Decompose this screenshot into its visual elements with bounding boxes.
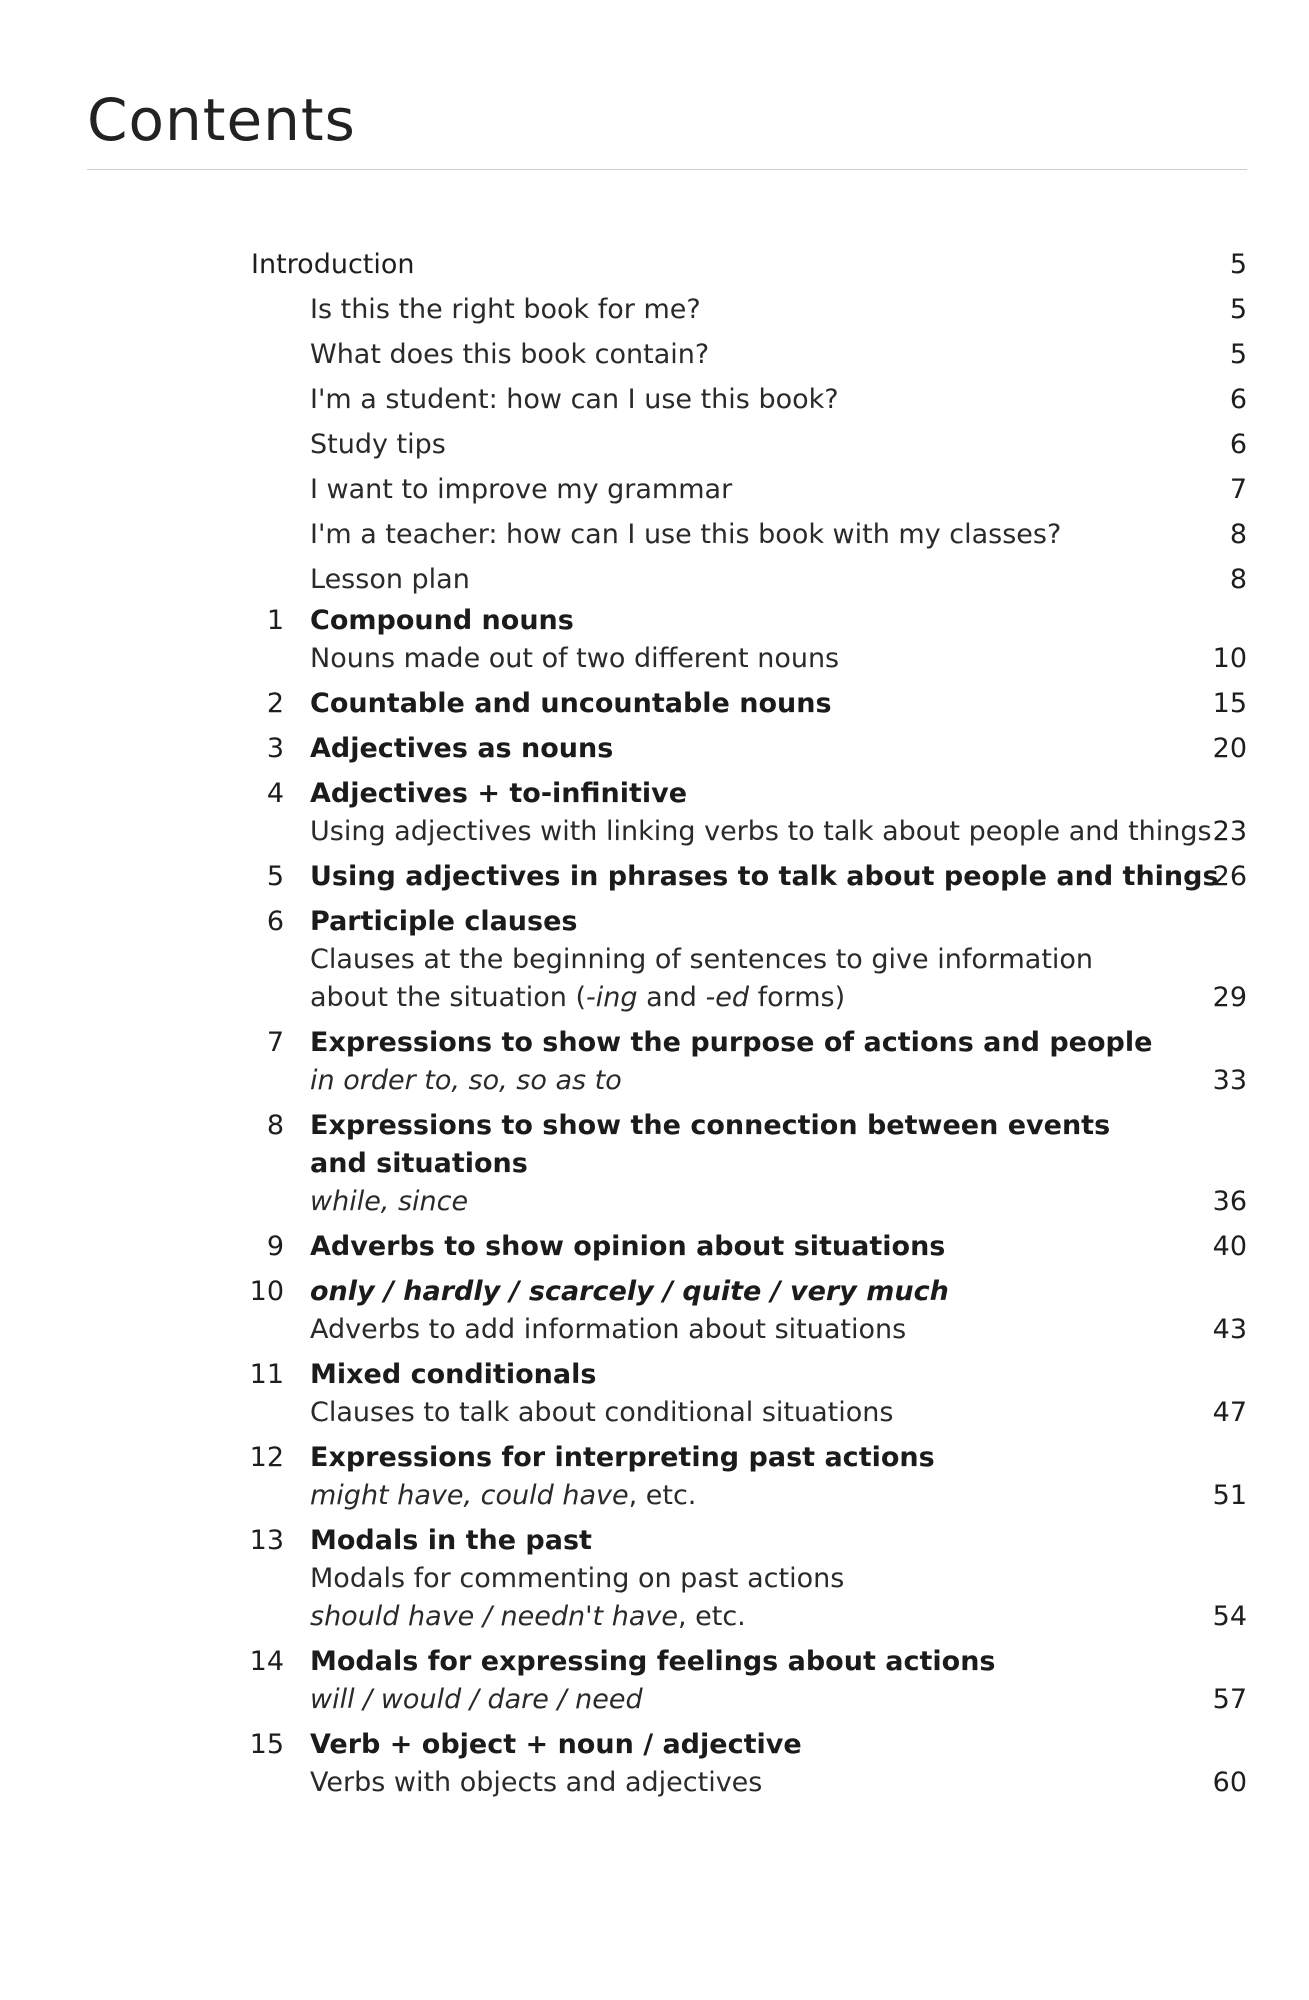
page-number: 36 [1212, 1186, 1247, 1217]
toc-unit-12 [0, 1439, 1309, 1515]
unit-description: should have / needn't have, etc. [310, 1601, 746, 1632]
unit-title: Mixed conditionals [310, 1359, 597, 1390]
unit-number: 10 [249, 1276, 284, 1307]
unit-number: 9 [266, 1231, 284, 1262]
page-number: 23 [1212, 816, 1247, 847]
toc-unit-14 [0, 1643, 1309, 1719]
toc-intro-item [0, 557, 1309, 602]
page-number: 6 [1229, 429, 1247, 460]
unit-title: Verb + object + noun / adjective [310, 1729, 802, 1760]
page-number: 20 [1212, 733, 1247, 764]
unit-description: while, since [310, 1186, 469, 1217]
unit-title: Using adjectives in phrases to talk about people and things [310, 861, 1219, 892]
toc-unit-8 [0, 1107, 1309, 1221]
unit-description: in order to, so, so as to [310, 1065, 622, 1096]
unit-number: 13 [249, 1525, 284, 1556]
unit-number: 5 [266, 861, 284, 892]
unit-title: and situations [310, 1148, 528, 1179]
toc-unit-13 [0, 1522, 1309, 1636]
page-number: 57 [1212, 1684, 1247, 1715]
toc-unit-4 [0, 775, 1309, 851]
unit-title: Modals for expressing feelings about actions [310, 1646, 996, 1677]
page-number: 51 [1212, 1480, 1247, 1511]
unit-description: will / would / dare / need [310, 1684, 643, 1715]
unit-number: 14 [249, 1646, 284, 1677]
toc-introduction [0, 242, 1309, 602]
page-number: 5 [1229, 294, 1247, 325]
page-number: 15 [1212, 688, 1247, 719]
toc-unit-5 [0, 858, 1309, 896]
intro-title: Introduction [251, 249, 415, 280]
page-number: 40 [1212, 1231, 1247, 1262]
unit-description: Modals for commenting on past actions [310, 1563, 845, 1594]
unit-title: Expressions to show the connection between events [310, 1110, 1111, 1141]
item-text: Lesson plan [310, 564, 470, 595]
toc-unit-1 [0, 602, 1309, 678]
unit-title: Modals in the past [310, 1525, 592, 1556]
toc-intro-item [0, 512, 1309, 557]
toc-intro-item [0, 422, 1309, 467]
unit-description: about the situation (-ing and -ed forms) [310, 982, 846, 1013]
page-number: 10 [1212, 643, 1247, 674]
toc-intro-item [0, 287, 1309, 332]
toc-unit-6 [0, 903, 1309, 1017]
unit-title: Compound nouns [310, 605, 574, 636]
unit-number: 11 [249, 1359, 284, 1390]
toc-intro-item [0, 332, 1309, 377]
unit-number: 8 [266, 1110, 284, 1141]
page-number: 54 [1212, 1601, 1247, 1632]
page-number: 29 [1212, 982, 1247, 1013]
unit-number: 7 [266, 1027, 284, 1058]
item-text: Is this the right book for me? [310, 294, 701, 325]
unit-description: might have, could have, etc. [310, 1480, 697, 1511]
unit-number: 3 [266, 733, 284, 764]
unit-number: 4 [266, 778, 284, 809]
unit-number: 2 [266, 688, 284, 719]
unit-title: Expressions for interpreting past actions [310, 1442, 935, 1473]
toc-unit-11 [0, 1356, 1309, 1432]
unit-title: Countable and uncountable nouns [310, 688, 832, 719]
unit-number: 15 [249, 1729, 284, 1760]
item-text: I want to improve my grammar [310, 474, 733, 505]
toc-unit-3 [0, 730, 1309, 768]
unit-description: Nouns made out of two different nouns [310, 643, 840, 674]
unit-title: Participle clauses [310, 906, 578, 937]
page-title: Contents [87, 86, 356, 154]
page-number: 8 [1229, 564, 1247, 595]
item-text: What does this book contain? [310, 339, 710, 370]
item-text: I'm a student: how can I use this book? [310, 384, 839, 415]
unit-description: Adverbs to add information about situations [310, 1314, 907, 1345]
toc-unit-9 [0, 1228, 1309, 1266]
toc-intro-item [0, 377, 1309, 422]
title-divider [87, 169, 1247, 170]
unit-description: Using adjectives with linking verbs to talk about people and things [310, 816, 1212, 847]
unit-description: Clauses to talk about conditional situations [310, 1397, 894, 1428]
unit-title: only / hardly / scarcely / quite / very much [310, 1276, 949, 1307]
page-number: 43 [1212, 1314, 1247, 1345]
toc-unit-2 [0, 685, 1309, 723]
unit-number: 1 [266, 605, 284, 636]
unit-title: Adjectives as nouns [310, 733, 614, 764]
toc-intro-item [0, 467, 1309, 512]
page-number: 60 [1212, 1767, 1247, 1798]
unit-title: Expressions to show the purpose of actions and people [310, 1027, 1153, 1058]
page-number: 26 [1212, 861, 1247, 892]
unit-number: 6 [266, 906, 284, 937]
page-number: 6 [1229, 384, 1247, 415]
unit-description: Verbs with objects and adjectives [310, 1767, 763, 1798]
page-number: 47 [1212, 1397, 1247, 1428]
page-number: 33 [1212, 1065, 1247, 1096]
unit-number: 12 [249, 1442, 284, 1473]
item-text: Study tips [310, 429, 446, 460]
toc-unit-10 [0, 1273, 1309, 1349]
page-number: 8 [1229, 519, 1247, 550]
unit-description: Clauses at the beginning of sentences to give information [310, 944, 1094, 975]
page-number: 5 [1229, 249, 1247, 280]
unit-title: Adverbs to show opinion about situations [310, 1231, 946, 1262]
page-number: 7 [1229, 474, 1247, 505]
toc-unit-7 [0, 1024, 1309, 1100]
toc-unit-15 [0, 1726, 1309, 1802]
item-text: I'm a teacher: how can I use this book with my classes? [310, 519, 1062, 550]
table-of-contents [0, 242, 1309, 1802]
unit-title: Adjectives + to-infinitive [310, 778, 688, 809]
page-number: 5 [1229, 339, 1247, 370]
